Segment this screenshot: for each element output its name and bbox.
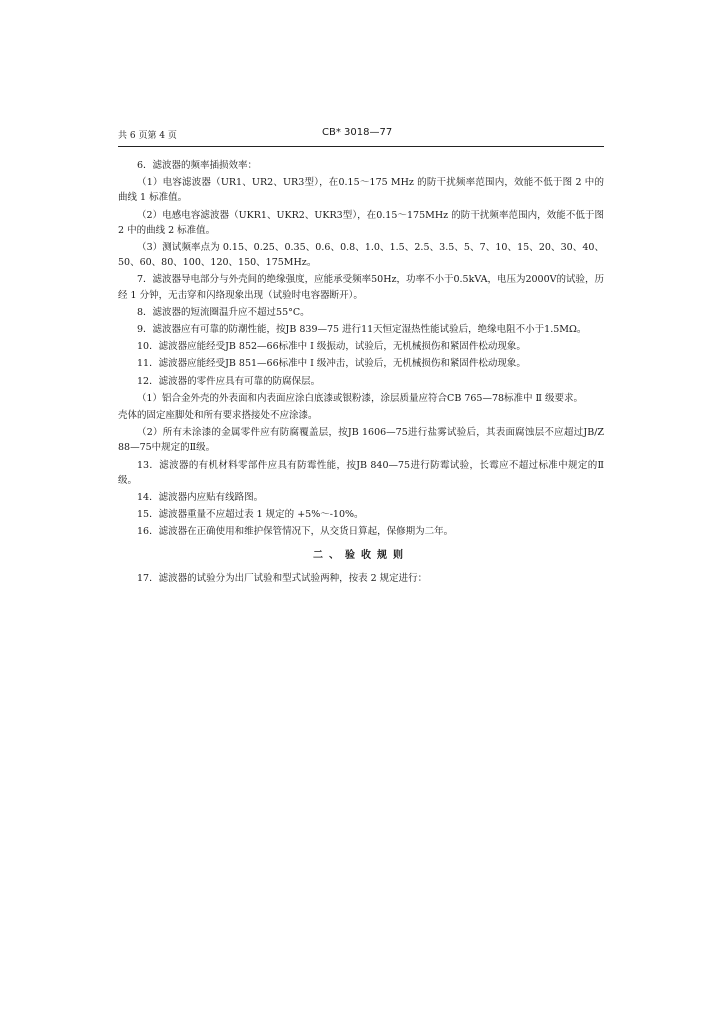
paragraph-9: 9．滤波器应有可靠的防潮性能，按JB 839—75 进行11天恒定湿热性能试验后，绝缘电阻不小于1.5MΩ。	[137, 324, 587, 336]
header-rule	[118, 146, 604, 147]
paragraph-12: 12．滤波器的零件应具有可靠的防腐保层。	[137, 375, 321, 387]
paragraph-6: 6．滤波器的频率插损效率：	[137, 160, 258, 171]
paragraph-6-1: （1）电容滤波器（UR1、UR2、UR3型），在0.15～175 MHz 的防干扰频率范围内，效能不低于图 2 中的曲线 1 标准值。	[118, 177, 604, 204]
page-header	[118, 128, 604, 144]
paragraph-6-3: （3）测试频率点为 0.15、0.25、0.35、0.6、0.8、1.0、1.5、2.5、3.5、5、7、10、15、20、30、40、50、60、80、100、120、150、175MHz。	[118, 242, 604, 269]
section-title: 二、验收规则	[313, 549, 409, 561]
paragraph-11: 11．滤波器应能经受JB 851—66标准中 I 级冲击，试验后，无机械损伤和紧固件松动现象。	[137, 358, 526, 370]
paragraph-6-2: （2）电感电容滤波器（UKR1、UKR2、UKR3型），在0.15～175MHz 的防干扰频率范围内，效能不低于图 2 中的曲线 2 标准值。	[118, 209, 604, 236]
paragraph-12-note: 壳体的固定座脚处和所有要求搭接处不应涂漆。	[118, 410, 318, 422]
paragraph-17: 17．滤波器的试验分为出厂试验和型式试验两种，按表 2 规定进行：	[137, 572, 428, 584]
paragraph-16: 16．滤波器在正确使用和维护保管情况下，从交货日算起，保修期为二年。	[137, 526, 454, 538]
paragraph-14: 14．滤波器内应贴有线路图。	[137, 492, 264, 504]
paragraph-8: 8．滤波器的短流圈温升应不超过55°C。	[137, 306, 310, 318]
standard-number: CB* 3018—77	[322, 127, 393, 138]
paragraph-12-1: （1）铝合金外壳的外表面和内表面应涂白底漆或银粉漆，涂层质量应符合CB 765—78标准中 Ⅱ 级要求。	[137, 392, 584, 404]
paragraph-10: 10．滤波器应能经受JB 852—66标准中 I 级振动，试验后，无机械损伤和紧固件松动现象。	[137, 341, 526, 353]
document-body	[118, 158, 604, 588]
page-number: 共 6 页第 4 页	[118, 131, 177, 141]
paragraph-13: 13．滤波器的有机材料零部件应具有防霉性能，按JB 840—75进行防霉试验，长霉应不超过标准中规定的Ⅱ级。	[118, 459, 604, 486]
paragraph-15: 15．滤波器重量不应超过表 1 规定的 +5%～-10%。	[137, 509, 364, 521]
paragraph-7: 7．滤波器导电部分与外壳间的绝缘强度，应能承受频率50Hz，功率不小于0.5kVA，电压为2000V的试验，历经 1 分钟，无击穿和闪络现象出现（试验时电容器断开）。	[118, 274, 604, 301]
paragraph-12-2: （2）所有未涂漆的金属零件应有防腐覆盖层，按JB 1606—75进行盐雾试验后，其表面腐蚀层不应超过JB/Z 88—75中规定的Ⅱ级。	[118, 427, 604, 454]
